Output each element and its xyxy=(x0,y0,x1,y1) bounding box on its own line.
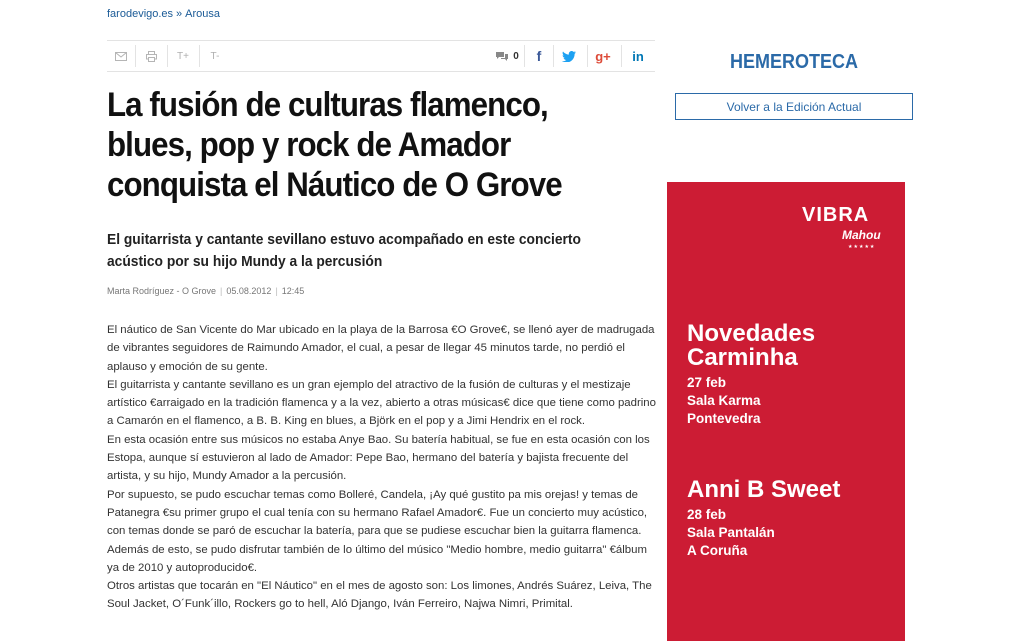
breadcrumb-site-link[interactable]: farodevigo.es xyxy=(107,8,174,20)
paragraph: El náutico de San Vicente do Mar ubicado en la playa de la Barrosa €O Grove€, se llenó ayer de madrugada de vibrantes seguidores de Raimundo Amador, el cual, a pesar de llegar 45 minutos tarde, no perdió el aplauso y emoción de su gente. xyxy=(107,324,655,373)
logo-vibra: VIBRA xyxy=(802,204,870,226)
google-plus-label: g+ xyxy=(595,48,611,64)
event1-date: 27 feb xyxy=(687,375,727,390)
article-body xyxy=(107,321,662,614)
comments-icon xyxy=(495,51,509,62)
event2-venue: Sala Pantalán xyxy=(687,525,775,540)
article-byline: Marta Rodríguez - O Grove | 05.08.2012 | 12:45 xyxy=(107,286,305,296)
text-bigger-button[interactable]: T+ xyxy=(177,50,189,62)
event1-venue: Sala Karma xyxy=(687,393,761,408)
linkedin-label: in xyxy=(632,48,644,64)
volver-edicion-button[interactable]: Volver a la Edición Actual xyxy=(675,93,913,120)
publish-date: 05.08.2012 xyxy=(226,286,272,296)
author: Marta Rodríguez - O Grove xyxy=(107,286,217,296)
logo-mahou: Mahou xyxy=(842,228,881,242)
breadcrumb xyxy=(107,8,220,20)
paragraph: Otros artistas que tocarán en "El Náutico" en el mes de agosto son: Los limones, Andrés Suárez, Leiva, The Soul Jacket, O´Funk´illo, Rockers go to hell, Aló Django, Iván Ferreiro, Najwa Nimri, Primital. xyxy=(107,580,652,611)
event1-city: Pontevedra xyxy=(687,411,761,426)
paragraph: Por supuesto, se pudo escuchar temas como Bolleré, Candela, ¡Ay qué gustito pa mis orejas! y temas de Patanegra €su primer grupo el cual tenía con su hermano Rafael Amador€. Fue un concierto muy acústico, con temas donde se paró de escuchar la batería, para que se pudiese escuchar bien la guitarra flamenca. Además de esto, se pudo disfrutar también de lo último del músico "Medio hombre, medio guitarra" €álbum ya de 2010 y autoproducido€. xyxy=(107,488,648,574)
logo-stars: ★★★★★ xyxy=(848,244,876,250)
hemeroteca-heading: HEMEROTECA xyxy=(729,51,858,73)
share-toolbar xyxy=(107,40,655,72)
article-subtitle: El guitarrista y cantante sevillano estuvo acompañado en este concierto acústico por su hijo Mundy a la percusión xyxy=(107,231,581,270)
vibra-mahou-logo xyxy=(802,194,894,254)
paragraph: El guitarrista y cantante sevillano es un gran ejemplo del atractivo de la fusión de culturas y el mestizaje artístico €arraigado en la tradición flamenca y a la vez, abierto a otras músicas€ dice que tiene como padrino a Camarón en el flamenco, a B. B. King en blues, a Björk en el pop y a Jimi Hendrix en el rock. xyxy=(107,378,656,428)
article-title: La fusión de culturas flamenco, blues, pop y rock de Amador conquista el Náutico de O Grove xyxy=(107,86,562,204)
linkedin-icon[interactable] xyxy=(627,41,649,71)
email-icon[interactable] xyxy=(111,41,131,71)
advertisement-banner[interactable] xyxy=(667,182,905,641)
comments-button[interactable] xyxy=(487,41,527,71)
google-plus-icon[interactable] xyxy=(592,41,614,71)
event2-date: 28 feb xyxy=(687,507,727,522)
event1-title-line2: Carminha xyxy=(687,344,798,371)
publish-time: 12:45 xyxy=(281,286,305,296)
comments-count: 0 xyxy=(513,50,519,62)
breadcrumb-section-link[interactable]: Arousa xyxy=(185,8,221,20)
twitter-icon[interactable] xyxy=(558,41,580,71)
event2-city: A Coruña xyxy=(687,543,748,558)
facebook-label: f xyxy=(536,48,542,64)
breadcrumb-separator: » xyxy=(176,8,183,20)
print-icon[interactable] xyxy=(141,41,161,71)
paragraph: En esta ocasión entre sus músicos no estaba Anye Bao. Su batería habitual, se fue en esta ocasión con los Estopa, aunque sí estuvieron al lado de Amador: Pepe Bao, hermano del batería y bajista frecuente del artista, y su hijo, Mundy Amador a la percusión. xyxy=(107,433,650,483)
event2-title: Anni B Sweet xyxy=(687,476,841,503)
event1-title-line1: Novedades xyxy=(687,320,816,347)
facebook-icon[interactable] xyxy=(529,41,549,71)
text-smaller-button[interactable]: T- xyxy=(210,50,220,62)
